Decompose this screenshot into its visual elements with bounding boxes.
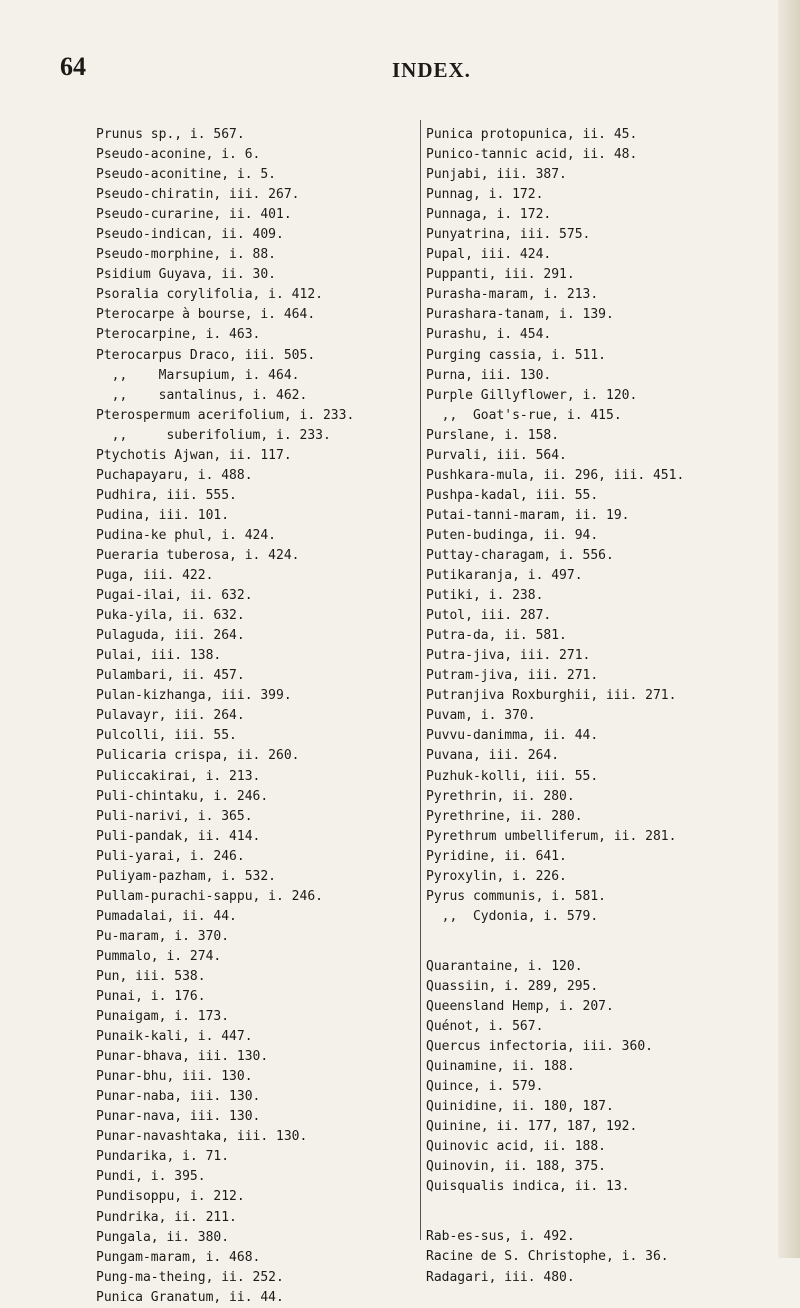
index-entry: Pundi, i. 395. [96,1169,206,1185]
index-entry: Pulambari, ii. 457. [96,668,245,684]
index-entry: Pseudo-aconine, i. 6. [96,147,261,163]
index-entry: Radagari, iii. 480. [426,1269,575,1285]
index-entry: Punaigam, i. 173. [96,1009,230,1025]
section-gap [426,1197,684,1227]
index-entry: Punar-naba, iii. 130. [96,1089,261,1105]
index-entry: Punaik-kali, i. 447. [96,1029,253,1045]
index-entry: Quinine, ii. 177, 187, 192. [426,1119,638,1135]
index-entry: Pulaguda, iii. 264. [96,628,245,644]
index-entry: Pyroxylin, i. 226. [426,868,567,884]
index-entry: Pupal, iii. 424. [426,247,552,263]
index-entry: Puttay-charagam, i. 556. [426,547,614,563]
index-entry: Pu-maram, i. 370. [96,928,230,944]
index-entry: Quisqualis indica, ii. 13. [426,1179,630,1195]
index-entry: Prunus sp., i. 567. [96,127,245,142]
index-entry: Purna, iii. 130. [426,367,552,383]
index-entry: Psidium Guyava, ii. 30. [96,267,277,283]
index-entry: Pundrika, ii. 211. [96,1209,237,1225]
page-title: INDEX. [392,58,471,82]
index-entry: Pseudo-morphine, i. 88. [96,247,277,263]
index-entry: Pterocarpine, i. 463. [96,327,261,343]
index-entry: Punjabi, iii. 387. [426,167,567,183]
index-column-right [426,125,684,1288]
index-entry: Pseudo-indican, ii. 409. [96,227,284,243]
index-entry: Pulan-kizhanga, iii. 399. [96,688,292,704]
index-entry: Puka-yila, ii. 632. [96,608,245,624]
index-entry: Puppanti, iii. 291. [426,267,575,283]
index-entry: Pundarika, i. 71. [96,1149,230,1165]
index-entry: Punica protopunica, ii. 45. [426,127,638,142]
index-entry: Puliyam-pazham, i. 532. [96,868,277,884]
index-entry: Punnag, i. 172. [426,187,544,203]
index-entry: Putranjiva Roxburghii, iii. 271. [426,688,677,704]
index-entry: Punai, i. 176. [96,989,206,1005]
index-entry: Punar-navashtaka, iii. 130. [96,1129,308,1145]
index-entry: Puchapayaru, i. 488. [96,467,253,483]
index-entry: Pterocarpe à bourse, i. 464. [96,307,316,323]
index-entry: Pung-ma-theing, ii. 252. [96,1269,284,1285]
index-entry: Purple Gillyflower, i. 120. [426,387,638,403]
column-divider [420,120,421,1240]
index-entry: Pyrethrum umbelliferum, ii. 281. [426,828,677,844]
index-entry: ,, Marsupium, i. 464. [96,367,300,383]
index-entry: Purvali, iii. 564. [426,447,567,463]
index-entry: Puga, iii. 422. [96,568,214,584]
index-column-left [96,125,354,1308]
index-entry: Pudhira, iii. 555. [96,487,237,503]
index-entry: Quince, i. 579. [426,1079,544,1095]
index-entry: Purslane, i. 158. [426,427,560,443]
index-entry: Quinovin, ii. 188, 375. [426,1159,607,1175]
index-entry: Pummalo, i. 274. [96,948,222,964]
index-entry: Pulai, iii. 138. [96,648,222,664]
index-entry: Punnaga, i. 172. [426,207,552,223]
index-entry: Purashu, i. 454. [426,327,552,343]
index-entry: Punica Granatum, ii. 44. [96,1289,284,1305]
index-entry: Pulcolli, iii. 55. [96,728,237,744]
index-entry: Racine de S. Christophe, i. 36. [426,1249,669,1265]
index-entry: Puvam, i. 370. [426,708,536,724]
index-entry: Quassiin, i. 289, 295. [426,978,599,994]
index-entry: Pumadalai, ii. 44. [96,908,237,924]
index-entry: Pugai-ilai, ii. 632. [96,588,253,604]
index-entry: Putol, iii. 287. [426,608,552,624]
index-entry: Pyrethrin, ii. 280. [426,788,575,804]
index-entry: Purashara-tanam, i. 139. [426,307,614,323]
index-entry: Pungam-maram, i. 468. [96,1249,261,1265]
index-entry: Putai-tanni-maram, ii. 19. [426,507,630,523]
index-entry: Psoralia corylifolia, i. 412. [96,287,323,303]
index-entry: Punar-bhu, iii. 130. [96,1069,253,1085]
index-entry: Pyridine, ii. 641. [426,848,567,864]
index-entry: Puli-chintaku, i. 246. [96,788,269,804]
index-entry: Pungala, ii. 380. [96,1229,230,1245]
index-entry: Rab-es-sus, i. 492. [426,1229,575,1245]
index-entry: Putiki, i. 238. [426,588,544,604]
index-entry: ,, suberifolium, i. 233. [96,427,331,443]
index-entry: Pyrus communis, i. 581. [426,888,607,904]
index-entry: Pueraria tuberosa, i. 424. [96,547,300,563]
index-entry: ,, Goat's-rue, i. 415. [426,407,622,423]
index-entry: Pterospermum acerifolium, i. 233. [96,407,355,423]
index-entry: Pulavayr, iii. 264. [96,708,245,724]
index-entry: Putikaranja, i. 497. [426,568,583,584]
section-gap [426,927,684,957]
page-edge [778,0,800,1258]
index-entry: Purasha-maram, i. 213. [426,287,599,303]
index-entry: Putram-jiva, iii. 271. [426,668,599,684]
index-entry: Pushkara-mula, ii. 296, iii. 451. [426,467,685,483]
index-entry: Puliccakirai, i. 213. [96,768,261,784]
index-entry: Quinovic acid, ii. 188. [426,1139,607,1155]
index-entry: Pun, iii. 538. [96,968,206,984]
index-entry: Puten-budinga, ii. 94. [426,527,599,543]
index-entry: Pseudo-aconitine, i. 5. [96,167,277,183]
index-entry: Pudina-ke phul, i. 424. [96,527,277,543]
index-entry: Puvana, iii. 264. [426,748,560,764]
index-entry: Pundisoppu, i. 212. [96,1189,245,1205]
index-entry: Pullam-purachi-sappu, i. 246. [96,888,323,904]
index-entry: Queensland Hemp, i. 207. [426,998,614,1014]
index-entry: Puvvu-danimma, ii. 44. [426,728,599,744]
index-entry: Putra-jiva, iii. 271. [426,648,591,664]
index-entry: Quinamine, ii. 188. [426,1059,575,1075]
index-entry: Quarantaine, i. 120. [426,958,583,974]
index-entry: Punico-tannic acid, ii. 48. [426,147,638,163]
index-entry: Ptychotis Ajwan, ii. 117. [96,447,292,463]
index-entry: Quinidine, ii. 180, 187. [426,1099,614,1115]
index-entry: Punyatrina, iii. 575. [426,227,591,243]
page-number: 64 [60,52,86,81]
index-entry: Pseudo-chiratin, iii. 267. [96,187,300,203]
index-entry: Punar-bhava, iii. 130. [96,1049,269,1065]
index-entry: Putra-da, ii. 581. [426,628,567,644]
index-entry: ,, Cydonia, i. 579. [426,908,599,924]
index-entry: ,, santalinus, i. 462. [96,387,308,403]
index-entry: Pushpa-kadal, iii. 55. [426,487,599,503]
index-entry: Puli-yarai, i. 246. [96,848,245,864]
page-header [60,52,760,92]
index-entry: Pudina, iii. 101. [96,507,230,523]
index-entry: Pyrethrine, ii. 280. [426,808,583,824]
index-entry: Pterocarpus Draco, iii. 505. [96,347,316,363]
index-entry: Pulicaria crispa, ii. 260. [96,748,300,764]
index-entry: Purging cassia, i. 511. [426,347,607,363]
index-entry: Pseudo-curarine, ii. 401. [96,207,292,223]
index-entry: Punar-nava, iii. 130. [96,1109,261,1125]
index-entry: Puli-narivi, i. 365. [96,808,253,824]
index-entry: Puzhuk-kolli, iii. 55. [426,768,599,784]
index-entry: Puli-pandak, ii. 414. [96,828,261,844]
index-entry: Quénot, i. 567. [426,1019,544,1035]
index-entry: Quercus infectoria, iii. 360. [426,1039,653,1055]
